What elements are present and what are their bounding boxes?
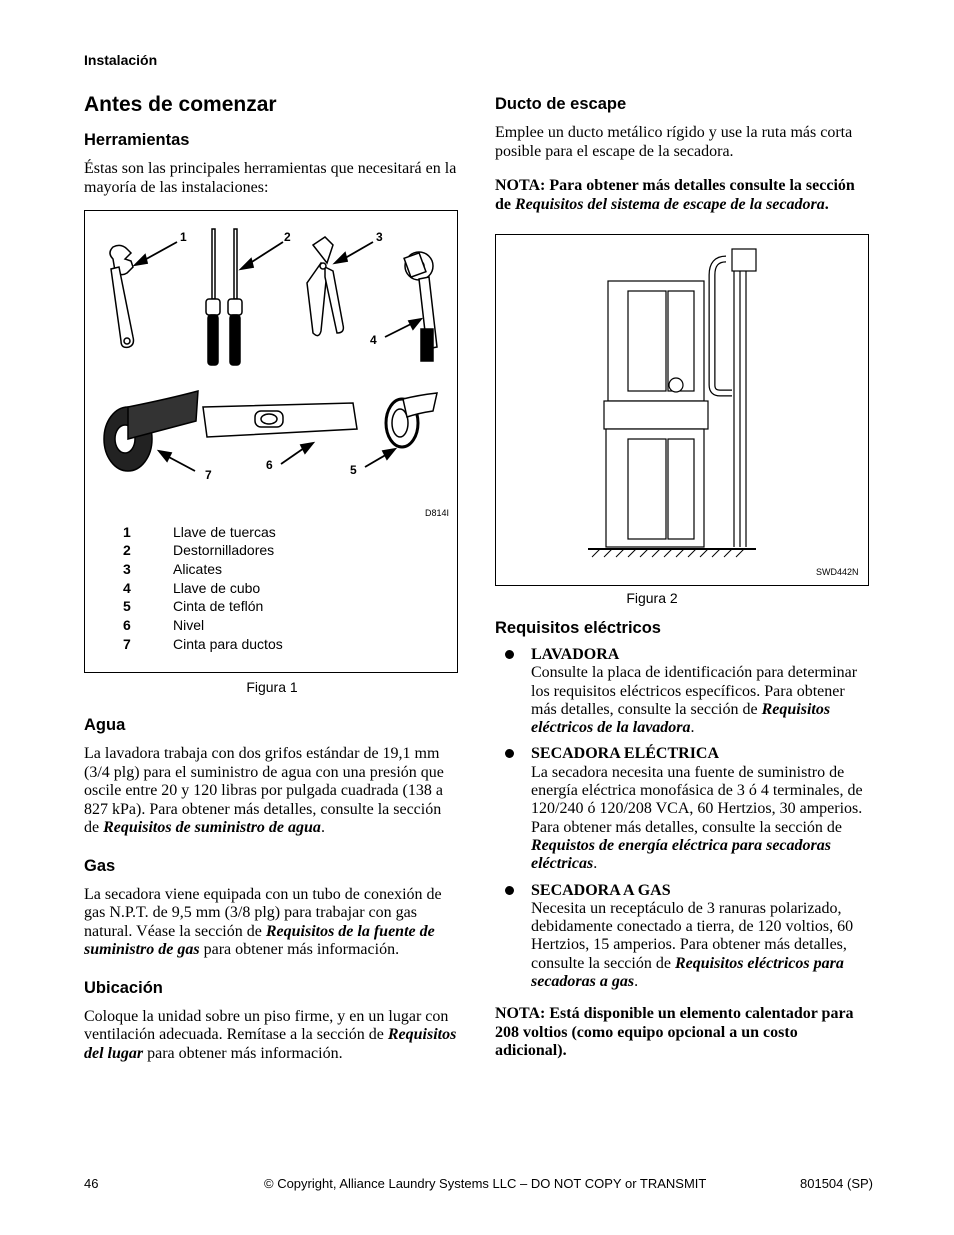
list-item-electric-dryer: SECADORA ELÉCTRICA La secadora necesita una fuente de suministro de energía eléctrica monofásica de 3 ó 4 terminales, de 120/240 ó 120/208 VCA, 60 Hertzios, 30 amperios. Para obtener más detalles, consulte la sección de Requistos de energía eléctrica para secadoras eléctricas. <box>495 745 871 873</box>
callout-2: 2 <box>284 230 291 244</box>
legend-item-4: 4 Llave de cubo <box>123 580 261 596</box>
exhaust-text: Emplee un ducto metálico rígido y use la ruta más corta posible para el escape de la secadora. <box>495 124 853 160</box>
gas-dryer-reference: Requisitos eléctricos para secadoras a gas <box>531 954 844 991</box>
callout-1: 1 <box>180 230 187 244</box>
wrench-icon <box>110 245 134 347</box>
figure-code: D814I <box>425 508 450 518</box>
legend-item-6: 6 Nivel <box>123 617 205 633</box>
electrical-note: NOTA: Está disponible un elemento calentador para 208 voltios (como equipo opcional a un costo adicional). <box>495 1005 854 1060</box>
stacked-laundry-illustration <box>496 235 868 585</box>
gas-text: La secadora viene equipada con un tubo de conexión de gas N.P.T. de 9,5 mm (3/8 plg) para trabajar con gas natural. Véase la sección de Requisitos de la fuente de suministro de gas para obtener más información. <box>84 885 442 958</box>
location-text: Coloque la unidad sobre un piso firme, y en un lugar con ventilación adecuada. Remítase a la sección de Requisitos del lugar para obtener más información. <box>84 1007 457 1062</box>
electrical-heading: Requisitos eléctricos <box>495 619 661 637</box>
water-text: La lavadora trabaja con dos grifos estándar de 19,1 mm (3/4 plg) para el suministro de agua con una presión que oscile entre 20 y 120 libras por pulgada cuadrada (138 a 827 kPa). Para obtener más detalles, consulte la sección de Requisitos de suministro de agua. <box>84 745 444 836</box>
exhaust-heading: Ducto de escape <box>495 95 627 113</box>
exhaust-reference: Requisitos del sistema de escape de la secadora <box>515 195 825 213</box>
legend-item-5: 5 Cinta de teflón <box>123 598 264 614</box>
gas-heading: Gas <box>84 856 116 875</box>
teflon-tape-icon <box>386 393 437 447</box>
copyright-notice: © Copyright, Alliance Laundry Systems LLC – DO NOT COPY or TRANSMIT <box>264 1176 707 1191</box>
bullet-icon <box>505 749 514 758</box>
legend-item-3: 3 Alicates <box>123 561 223 577</box>
legend-item-7: 7 Cinta para ductos <box>123 636 283 652</box>
list-item-washer: LAVADORA Consulte la placa de identificación para determinar los requisitos eléctricos específicos. Para obtener más detalles, consulte la sección de Requisitos eléctricos de la lavadora. <box>495 646 871 737</box>
callout-5: 5 <box>350 463 357 477</box>
screwdrivers-icon <box>206 229 242 365</box>
figure-1-caption: Figura 1 <box>246 679 298 695</box>
section-header: Instalación <box>84 52 158 68</box>
gas-reference: Requisitos de la fuente de suministro de gas <box>84 922 435 958</box>
water-reference: Requisitos de suministro de agua <box>103 819 321 836</box>
callout-7: 7 <box>205 468 212 482</box>
water-heading: Agua <box>84 716 126 734</box>
electrical-list <box>495 646 871 991</box>
legend-item-1: 1 Llave de tuercas <box>123 524 276 540</box>
figure-2-exhaust <box>495 234 869 586</box>
callout-4: 4 <box>370 333 377 347</box>
washer-reference: Requisitos eléctricos de la lavadora <box>531 700 831 737</box>
right-column <box>495 92 871 1079</box>
exhaust-note: NOTA: Para obtener más detalles consulte la sección de Requisitos del sistema de escape de la secadora. <box>495 177 855 213</box>
tools-heading: Herramientas <box>84 131 190 149</box>
tools-intro: Éstas son las principales herramientas que necesitará en la mayoría de las instalaciones: <box>84 160 457 196</box>
vent-hood-icon <box>732 249 756 271</box>
pliers-icon <box>307 237 343 336</box>
electric-dryer-reference: Requistos de energía eléctrica para secadoras eléctricas <box>531 836 831 873</box>
page-number: 46 <box>84 1176 99 1191</box>
location-heading: Ubicación <box>84 978 163 997</box>
figure-2-caption: Figura 2 <box>626 590 678 606</box>
bullet-icon <box>505 650 514 659</box>
bullet-icon <box>505 886 514 895</box>
callout-3: 3 <box>376 230 383 244</box>
level-icon <box>203 403 357 437</box>
document-number: 801504 (SP) <box>800 1176 873 1191</box>
figure-2-code: SWD442N <box>816 567 859 577</box>
callout-6: 6 <box>266 458 273 472</box>
duct-tape-icon <box>104 391 198 471</box>
figure-1-tools <box>84 210 458 673</box>
location-reference: Requisitos del lugar <box>84 1026 457 1062</box>
left-column <box>84 92 460 1081</box>
list-item-gas-dryer: SECADORA A GAS Necesita un receptáculo de 3 ranuras polarizado, debidamente conectado a tierra, de 120 voltios, 60 Hertzios, 15 amperios. Para obtener más detalles, consulte la sección de Requisitos eléctricos para secadoras a gas. <box>495 882 871 992</box>
socket-wrench-icon <box>404 252 437 361</box>
legend-item-2: 2 Destornilladores <box>123 542 275 558</box>
page-title: Antes de comenzar <box>84 93 277 116</box>
